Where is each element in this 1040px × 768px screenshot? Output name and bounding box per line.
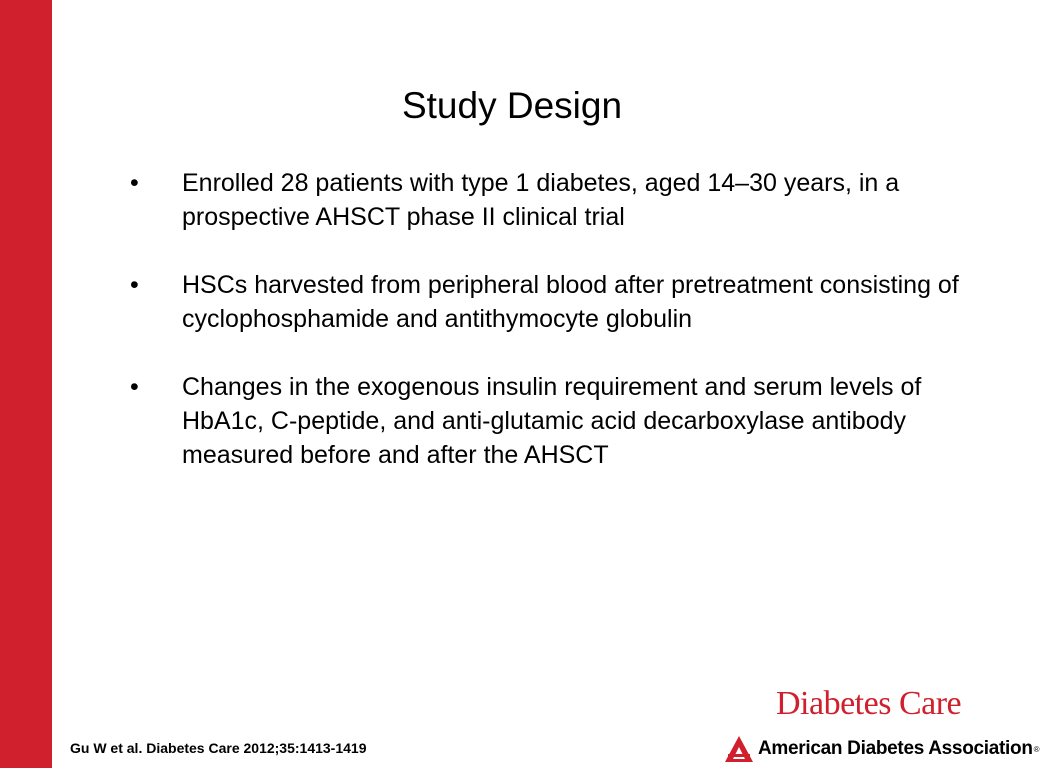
bullet-text-measurements: Changes in the exogenous insulin requirement and serum levels of HbA1c, C-peptide, and anti-glutamic acid decarboxylase antibody measured before and after the AHSCT <box>182 373 922 469</box>
bullet-item <box>125 166 975 234</box>
bullet-text-enrollment: Enrolled 28 patients with type 1 diabetes, aged 14–30 years, in a prospective AHSCT phase II clinical trial <box>182 169 900 231</box>
bullet-glyph: • <box>130 373 139 401</box>
bullet-item <box>125 268 975 336</box>
bullet-glyph: • <box>130 271 139 299</box>
journal-logo: Diabetes Care <box>776 685 962 722</box>
citation: Gu W et al. Diabetes Care 2012;35:1413-1419 <box>70 740 367 756</box>
bullet-glyph: • <box>130 169 139 197</box>
bullet-text-harvest: HSCs harvested from peripheral blood after pretreatment consisting of cyclophosphamide and antithymocyte globulin <box>182 271 959 333</box>
ada-triangle-logo-icon <box>724 735 754 763</box>
bullet-item <box>125 370 975 472</box>
bullet-list <box>125 166 975 506</box>
slide-title: Study Design <box>401 85 623 126</box>
registered-mark: ® <box>1033 744 1040 754</box>
organization-name: American Diabetes Association <box>758 738 1033 759</box>
organization-logo <box>724 733 1040 765</box>
